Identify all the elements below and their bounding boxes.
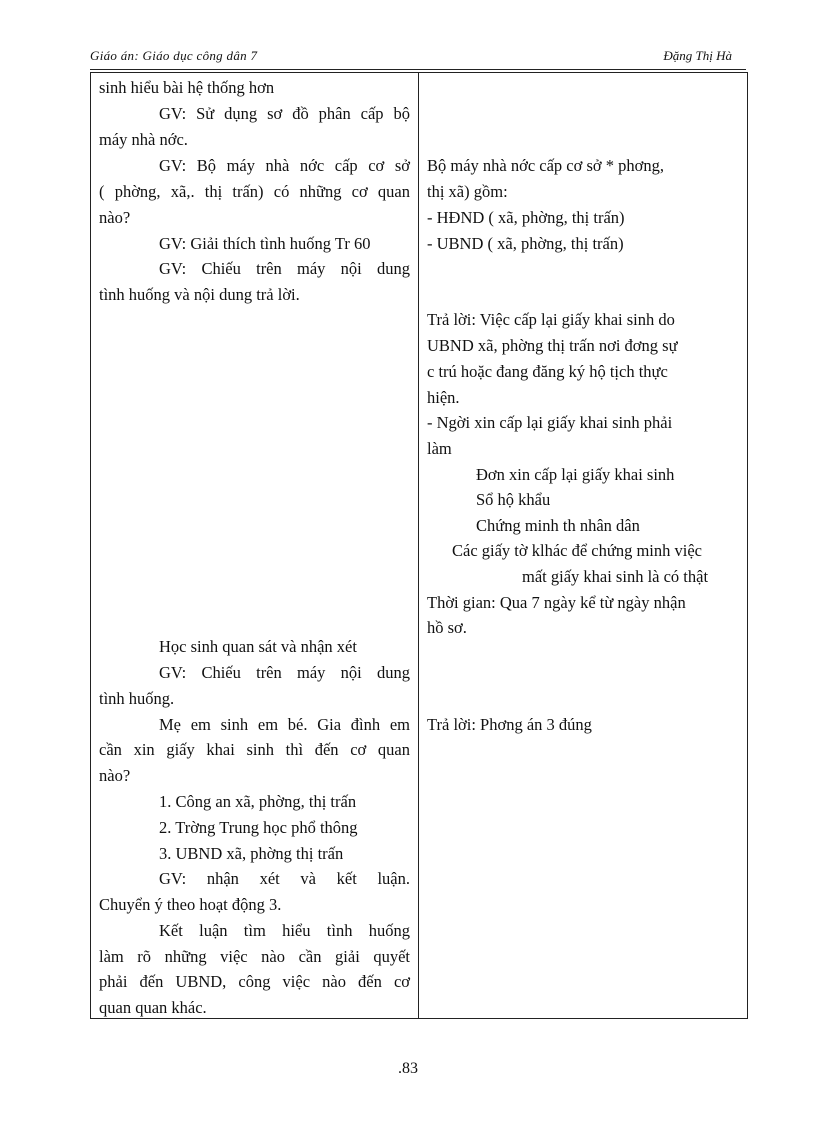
text-line: Đơn xin cấp lại giấy khai sinh xyxy=(476,465,675,484)
text-line: làm xyxy=(427,439,452,458)
header-author: Đặng Thị Hà xyxy=(663,48,732,63)
teacher-activity-column xyxy=(91,73,419,1019)
text-line: 1. Công an xã, phờng, thị trấn xyxy=(159,792,357,811)
text-line: tình huống. xyxy=(99,689,175,708)
text-line: phải đến UBND, công việc nào đến cơ xyxy=(99,972,410,991)
page-header xyxy=(90,44,746,70)
text-line: Kết luận tìm hiểu tình huống xyxy=(159,921,410,940)
text-line: Các giấy tờ klhác để chứng minh việc xyxy=(452,541,702,560)
text-line: Chuyển ý theo hoạt động 3. xyxy=(99,895,282,914)
text-line: c trú hoặc đang đăng ký hộ tịch thực xyxy=(427,362,668,381)
header-course-title: Giáo án: Giáo dục công dân 7 xyxy=(90,48,258,63)
content-column xyxy=(419,73,748,1019)
page-number: .83 xyxy=(398,1060,418,1077)
text-line: thị xã) gồm: xyxy=(427,182,508,201)
text-line: GV: Chiếu trên máy nội dung xyxy=(159,663,410,682)
text-line: nào? xyxy=(99,208,131,227)
text-line: UBND xã, phờng thị trấn nơi đơng sự xyxy=(427,336,678,355)
text-line: GV: Chiếu trên máy nội dung xyxy=(159,259,410,278)
text-line: Sổ hộ khẩu xyxy=(476,490,551,509)
text-line: GV: Sử dụng sơ đồ phân cấp bộ xyxy=(159,104,410,123)
text-line: mất giấy khai sinh là có thật xyxy=(522,567,709,586)
text-line: hiện. xyxy=(427,388,460,407)
text-line: Thời gian: Qua 7 ngày kể từ ngày nhận xyxy=(427,593,686,612)
header-rule xyxy=(90,69,746,70)
text-line: sinh hiểu bài hệ thống hơn xyxy=(99,78,275,97)
text-line: Học sinh quan sát và nhận xét xyxy=(159,637,357,656)
text-line: GV: nhận xét và kết luận. xyxy=(159,869,410,888)
text-line: GV: Bộ máy nhà nớc cấp cơ sở xyxy=(159,156,410,175)
text-line: hồ sơ. xyxy=(427,618,467,637)
text-line: cần xin giấy khai sinh thì đến cơ quan xyxy=(99,740,410,759)
text-line: Mẹ em sinh em bé. Gia đình em xyxy=(159,715,410,734)
lesson-table xyxy=(90,72,748,1019)
text-line: nào? xyxy=(99,766,131,785)
text-line: Chứng minh th nhân dân xyxy=(476,516,640,535)
text-line: GV: Giải thích tình huống Tr 60 xyxy=(159,234,371,253)
text-line: làm rõ những việc nào cần giải quyết xyxy=(99,947,410,966)
text-line: quan quan khác. xyxy=(99,998,207,1017)
text-line: ( phờng, xã,. thị trấn) có những cơ quan xyxy=(99,182,410,201)
text-line: - UBND ( xã, phờng, thị trấn) xyxy=(427,234,624,253)
text-line: 2. Trờng Trung học phổ thông xyxy=(159,818,358,837)
text-line: tình huống và nội dung trả lời. xyxy=(99,285,300,304)
text-line: - Ngời xin cấp lại giấy khai sinh phải xyxy=(427,413,673,432)
text-line: Bộ máy nhà nớc cấp cơ sở * phơng, xyxy=(427,156,664,175)
text-line: máy nhà nớc. xyxy=(99,130,188,149)
text-line: Trả lời: Phơng án 3 đúng xyxy=(427,715,592,734)
text-line: Trả lời: Việc cấp lại giấy khai sinh do xyxy=(427,310,675,329)
text-line: - HĐND ( xã, phờng, thị trấn) xyxy=(427,208,625,227)
text-line: 3. UBND xã, phờng thị trấn xyxy=(159,844,344,863)
